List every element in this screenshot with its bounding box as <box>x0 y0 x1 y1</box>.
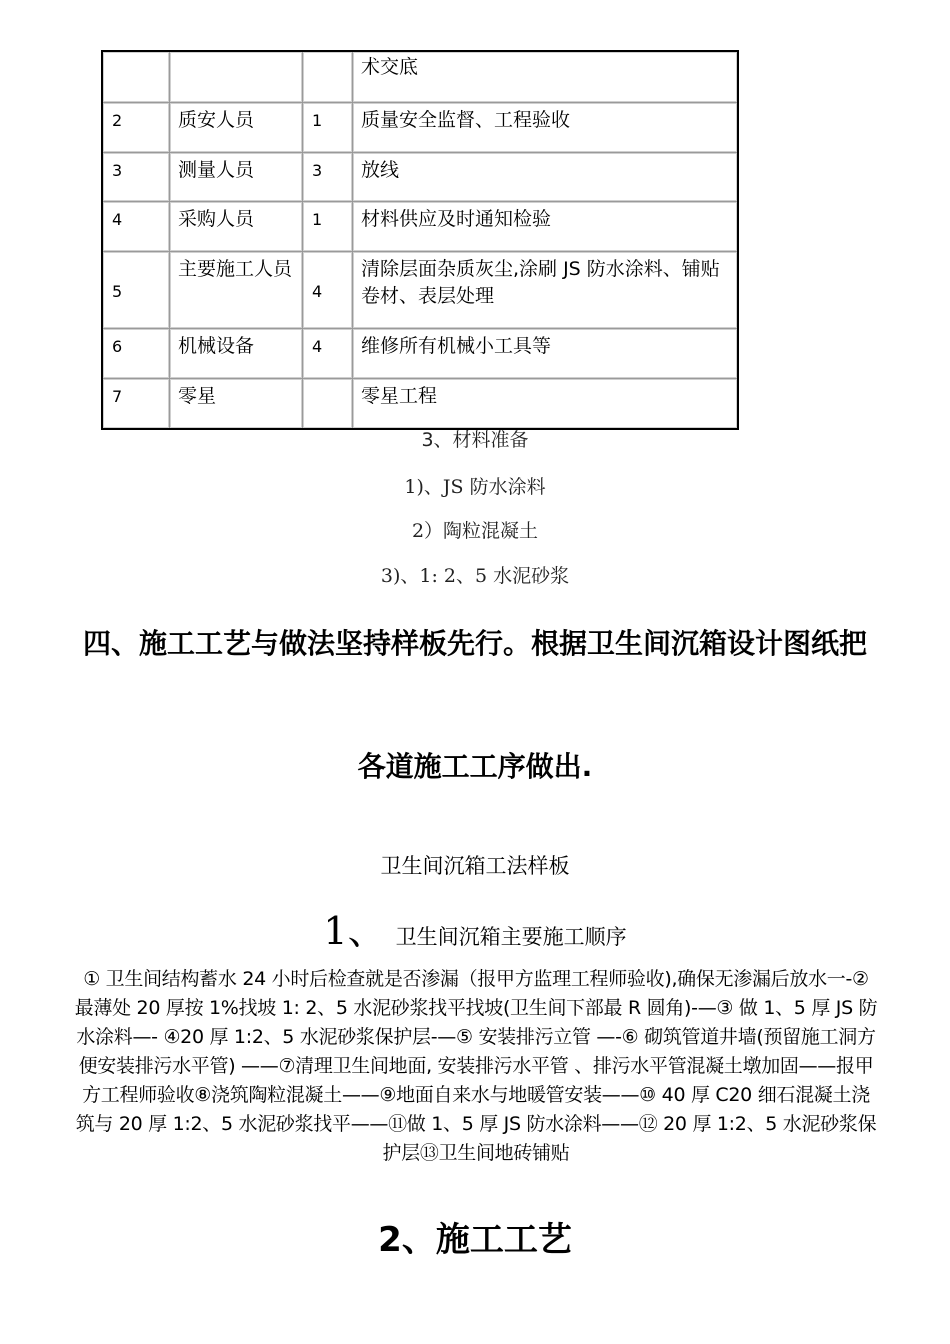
cell-duty: 清除层面杂质灰尘,涂刷 JS 防水涂料、铺贴卷材、表层处理 <box>353 252 737 329</box>
table-row <box>103 153 737 202</box>
cell-role: 测量人员 <box>170 153 303 202</box>
staff-table <box>101 50 739 430</box>
cell-no: 4 <box>103 202 170 252</box>
materials-title: 3、材料准备 <box>421 429 529 451</box>
craft-heading: 2、施工工艺 <box>378 1220 572 1260</box>
sequence-number: 1、 <box>323 909 386 953</box>
section-heading-line2: 各道施工工序做出. <box>357 750 593 783</box>
cell-role: 机械设备 <box>170 329 303 379</box>
material-item: 3)、1: 2、5 水泥砂浆 <box>380 565 570 587</box>
cell-count: 1 <box>303 202 353 252</box>
table-row <box>103 379 737 428</box>
cell-no: 3 <box>103 153 170 202</box>
cell-count: 4 <box>303 252 353 329</box>
cell-role: 采购人员 <box>170 202 303 252</box>
cell-duty: 术交底 <box>353 52 737 103</box>
cell-count: 4 <box>303 329 353 379</box>
cell-no: 7 <box>103 379 170 428</box>
section-heading-line1: 四、施工工艺与做法坚持样板先行。根据卫生间沉箱设计图纸把 <box>82 627 867 660</box>
cell-duty: 质量安全监督、工程验收 <box>353 103 737 153</box>
sequence-heading <box>0 900 950 955</box>
cell-count <box>303 379 353 428</box>
cell-no <box>103 52 170 103</box>
cell-count: 1 <box>303 103 353 153</box>
cell-role <box>170 52 303 103</box>
material-item: 2）陶粒混凝土 <box>411 520 539 542</box>
cell-duty: 维修所有机械小工具等 <box>353 329 737 379</box>
cell-role: 质安人员 <box>170 103 303 153</box>
table-row <box>103 252 737 329</box>
sample-title: 卫生间沉箱工法样板 <box>380 854 570 878</box>
cell-duty: 材料供应及时通知检验 <box>353 202 737 252</box>
sequence-title: 卫生间沉箱主要施工顺序 <box>395 925 627 949</box>
cell-role: 零星 <box>170 379 303 428</box>
cell-count <box>303 52 353 103</box>
cell-count: 3 <box>303 153 353 202</box>
cell-duty: 放线 <box>353 153 737 202</box>
cell-duty: 零星工程 <box>353 379 737 428</box>
cell-no: 2 <box>103 103 170 153</box>
table-row <box>103 52 737 103</box>
cell-no: 6 <box>103 329 170 379</box>
table-row <box>103 202 737 252</box>
procedure-paragraph: ① 卫生间结构蓄水 24 小时后检查就是否渗漏（报甲方监理工程师验收),确保无渗漏后放水一-② 最薄处 20 厚按 1%找坡 1: 2、5 水泥砂浆找平找坡(卫生间下部最 R 圆角)-—③ 做 1、5 厚 JS 防水涂料—- ④20 厚 1:2、5 水泥砂浆保护层-—⑤ 安装排污立管 —-⑥ 砌筑管道井墙(预留施工洞方便安装排污水平管) ——⑦清理卫生间地面, 安装排污水平管 、排污水平管混凝土墩加固——报甲方工程师验收⑧浇筑陶粒混凝土——⑨地面自来水与地暖管安装——⑩ 40 厚 C20 细石混凝土浇筑与 20 厚 1:2、5 水泥砂浆找平——⑪做 1、5 厚 JS 防水涂料——⑫ 20 厚 1:2、5 水泥砂浆保护层⑬卫生间地砖铺贴 <box>74 968 878 1164</box>
table-row <box>103 103 737 153</box>
cell-no: 5 <box>103 252 170 329</box>
material-item: 1)、JS 防水涂料 <box>404 476 546 498</box>
cell-role: 主要施工人员 <box>170 252 303 329</box>
table-row <box>103 329 737 379</box>
